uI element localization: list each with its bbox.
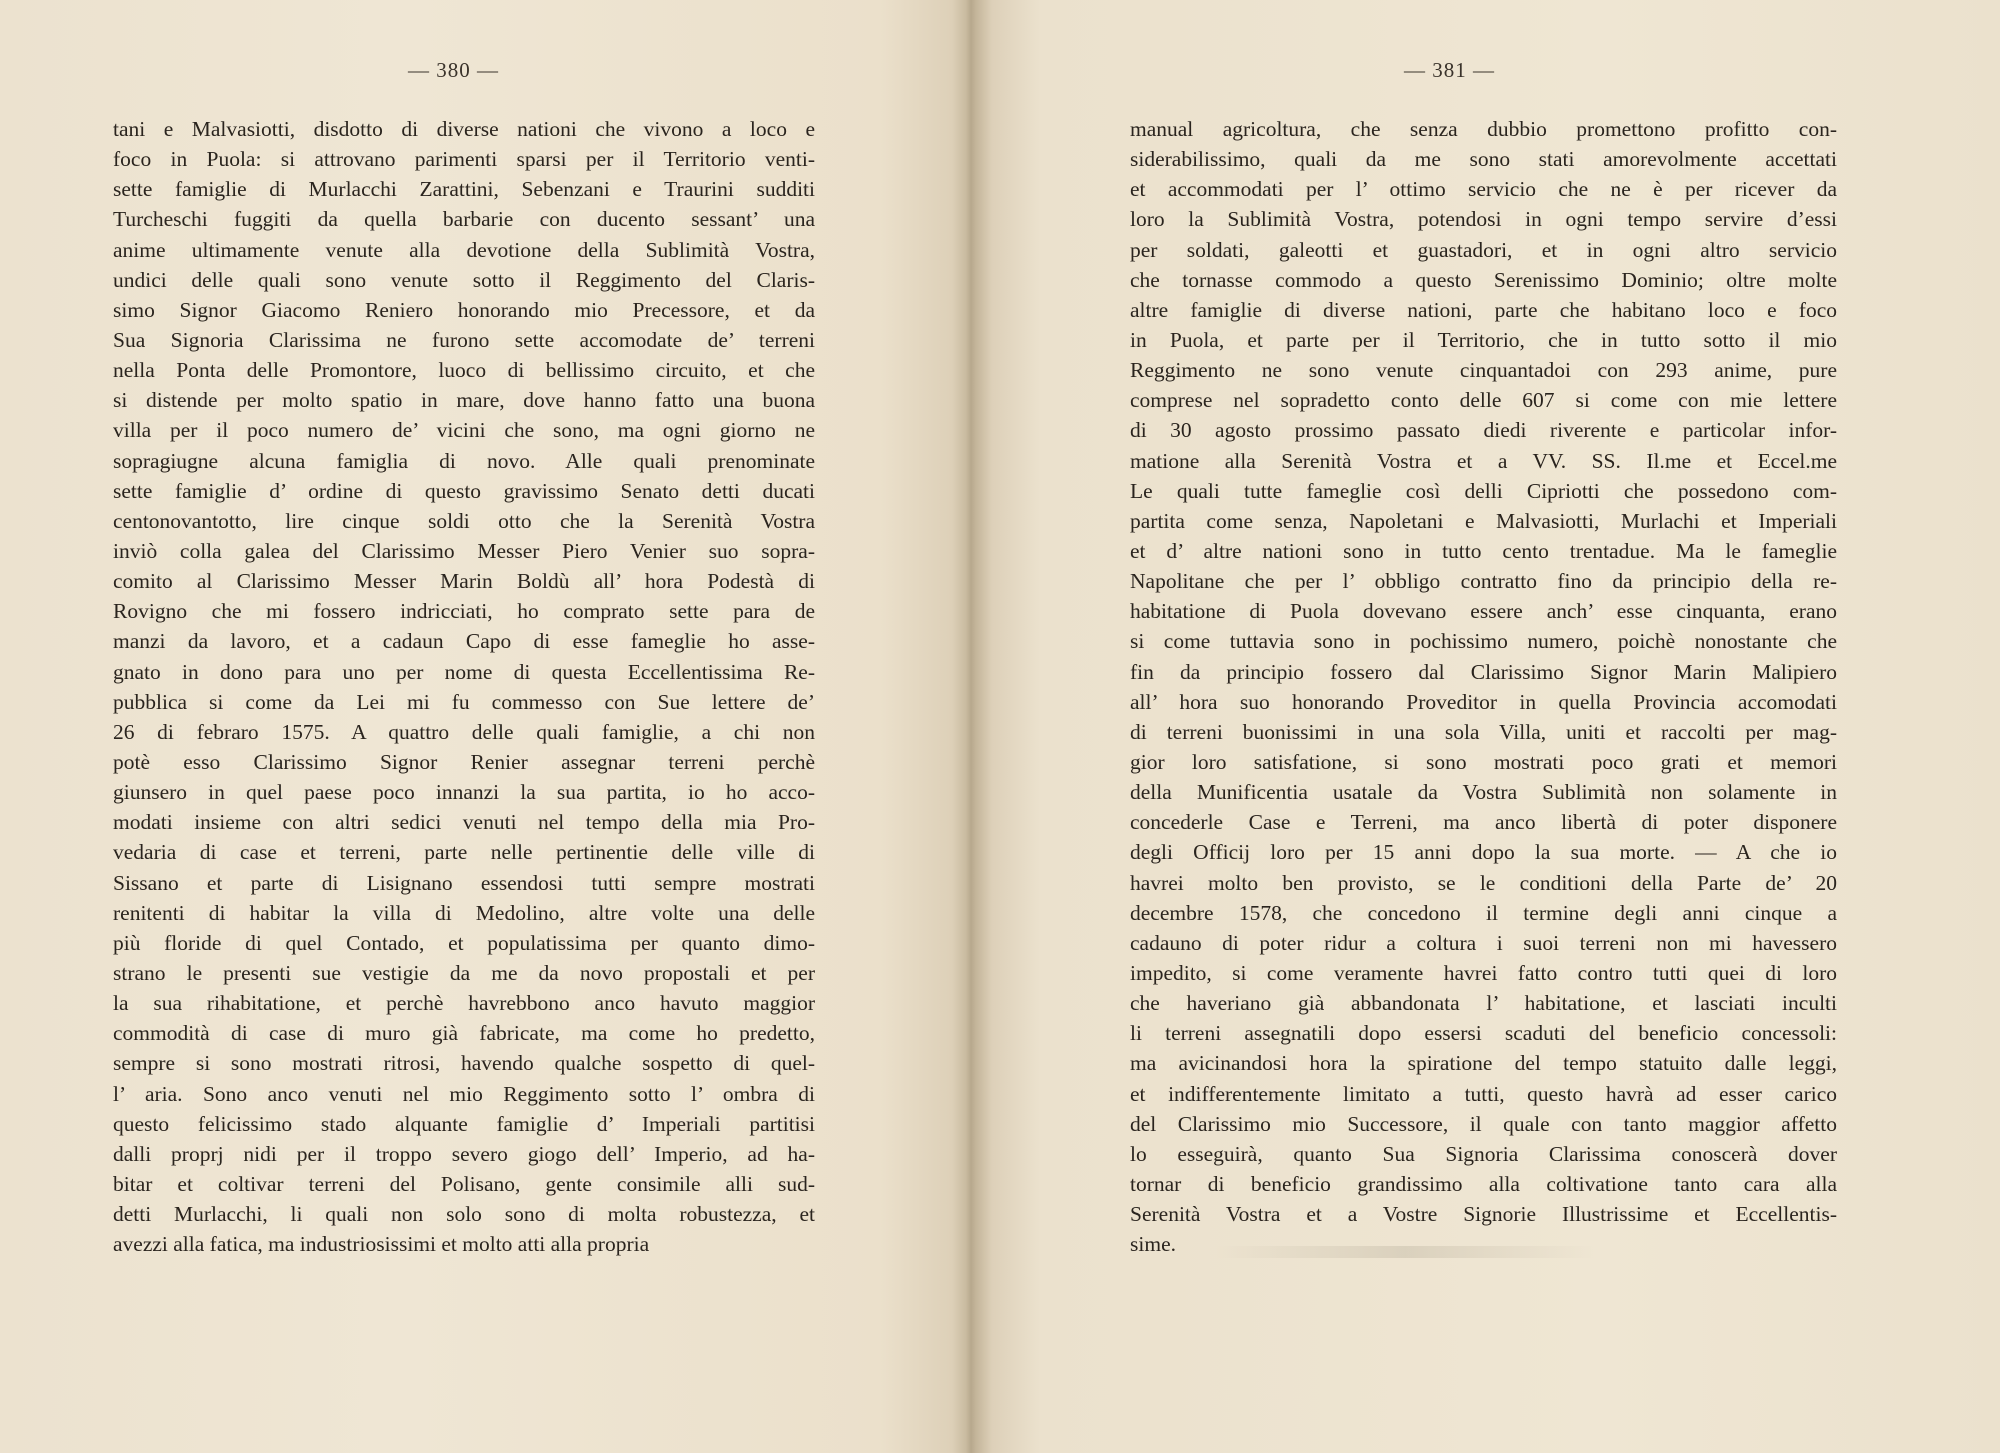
text-line: sime.	[1130, 1232, 1176, 1257]
text-line: Serenità Vostra et a Vostre Signorie Illustrissime et Eccellentis-	[1130, 1202, 1837, 1227]
text-line: sette famiglie d’ ordine di questo gravissimo Senato detti ducati	[113, 478, 815, 503]
text-line: questo felicissimo stado alquante famiglie d’ Imperiali partitisi	[113, 1111, 815, 1136]
text-line: modati insieme con altri sedici venuti nel tempo della mia Pro-	[113, 810, 815, 835]
text-line: all’ hora suo honorando Proveditor in quella Provincia accomodati	[1130, 689, 1837, 714]
text-line: più floride di quel Contado, et populatissima per quanto dimo-	[113, 930, 815, 955]
text-line: sette famiglie di Murlacchi Zarattini, Sebenzani e Traurini sudditi	[113, 177, 815, 202]
text-line: sopragiugne alcuna famiglia di novo. Alle quali prenominate	[113, 448, 815, 473]
text-line: Le quali tutte fameglie così delli Cipriotti che possedono com-	[1130, 478, 1837, 503]
text-line: giunsero in quel paese poco innanzi la sua partita, io ho acco-	[113, 780, 815, 805]
text-line: sempre si sono mostrati ritrosi, havendo qualche sospetto di quel-	[113, 1051, 815, 1076]
text-line: che haveriano già abbandonata l’ habitatione, et lasciati inculti	[1130, 991, 1837, 1016]
text-line: et accommodati per l’ ottimo servicio che ne è per ricever da	[1130, 177, 1837, 202]
text-line: tani e Malvasiotti, disdotto di diverse nationi che vivono a loco e	[113, 117, 815, 141]
text-line: comprese nel sopradetto conto delle 607 si come con mie lettere	[1130, 388, 1837, 413]
page-number-381: — 381 —	[1404, 58, 1495, 82]
text-line: anime ultimamente venute alla devotione della Sublimità Vostra,	[113, 237, 815, 262]
text-line: che tornasse commodo a questo Serenissimo Dominio; oltre molte	[1130, 267, 1837, 292]
text-line: si distende per molto spatio in mare, dove hanno fatto una buona	[113, 388, 815, 413]
text-line: 26 di febraro 1575. A quattro delle quali famiglie, a chi non	[113, 719, 815, 744]
text-line: nella Ponta delle Promontore, luoco di bellissimo circuito, et che	[113, 358, 815, 383]
text-line: bitar et coltivar terreni del Polisano, gente consimile alli sud-	[113, 1171, 815, 1196]
left-page-body	[113, 114, 815, 1259]
text-line: ma avicinandosi hora la spiratione del tempo statuito dalle leggi,	[1130, 1051, 1837, 1076]
text-line: Reggimento ne sono venute cinquantadoi con 293 anime, pure	[1130, 358, 1837, 383]
text-line: decembre 1578, che concedono il termine degli anni cinque a	[1130, 900, 1837, 925]
text-line: vedaria di case et terreni, parte nelle pertinentie delle ville di	[113, 840, 815, 865]
text-line: avezzi alla fatica, ma industriosissimi et molto atti alla propria	[113, 1232, 650, 1257]
text-line: degli Officij loro per 15 anni dopo la sua morte. — A che io	[1130, 840, 1837, 865]
show-through-text	[1215, 1246, 1595, 1258]
text-line: matione alla Serenità Vostra et a VV. SS. Il.me et Eccel.me	[1130, 448, 1837, 473]
text-line: strano le presenti sue vestigie da me da novo propostali et per	[113, 960, 815, 985]
text-line: gior loro satisfatione, si sono mostrati poco grati et memori	[1130, 749, 1837, 774]
text-line: Turcheschi fuggiti da quella barbarie con ducento sessant’ una	[113, 207, 815, 232]
text-line: Rovigno che mi fossero indricciati, ho comprato sette para de	[113, 599, 815, 624]
text-line: dalli proprj nidi per il troppo severo giogo dell’ Imperio, ad ha-	[113, 1141, 815, 1166]
right-page	[970, 0, 2000, 1453]
text-line: habitatione di Puola dovevano essere anch’ esse cinquanta, erano	[1130, 599, 1837, 624]
page-number-380: — 380 —	[408, 58, 499, 82]
text-line: Sissano et parte di Lisignano essendosi tutti sempre mostrati	[113, 870, 815, 895]
text-line: centonovantotto, lire cinque soldi otto che la Serenità Vostra	[113, 508, 815, 533]
text-line: potè esso Clarissimo Signor Renier assegnar terreni perchè	[113, 749, 815, 774]
text-line: si come tuttavia sono in pochissimo numero, poichè nonostante che	[1130, 629, 1837, 654]
text-line: lo esseguirà, quanto Sua Signoria Clarissima conoscerà dover	[1130, 1141, 1837, 1166]
text-line: Napolitane che per l’ obbligo contratto fino da principio della re-	[1130, 569, 1837, 594]
text-line: et indifferentemente limitato a tutti, questo havrà ad esser carico	[1130, 1081, 1837, 1106]
text-line: Sua Signoria Clarissima ne furono sette accomodate de’ terreni	[113, 327, 815, 352]
text-line: in Puola, et parte per il Territorio, che in tutto sotto il mio	[1130, 327, 1837, 352]
text-line: del Clarissimo mio Successore, il quale con tanto maggior affetto	[1130, 1111, 1837, 1136]
text-line: di 30 agosto prossimo passato diedi riverente e particolar infor-	[1130, 418, 1837, 443]
text-line: commodità di case di muro già fabricate, ma come ho predetto,	[113, 1021, 815, 1046]
text-line: siderabilissimo, quali da me sono stati amorevolmente accettati	[1130, 147, 1837, 172]
text-line: partita come senza, Napoletani e Malvasiotti, Murlachi et Imperiali	[1130, 508, 1837, 533]
text-line: pubblica si come da Lei mi fu commesso con Sue lettere de’	[113, 689, 815, 714]
text-line: villa per il poco numero de’ vicini che sono, ma ogni giorno ne	[113, 418, 815, 443]
text-line: concederle Case e Terreni, ma anco libertà di poter disponere	[1130, 810, 1837, 835]
text-line: impedito, si come veramente havrei fatto contro tutti quei di loro	[1130, 960, 1837, 985]
text-line: loro la Sublimità Vostra, potendosi in ogni tempo servire d’essi	[1130, 207, 1837, 232]
text-line: l’ aria. Sono anco venuti nel mio Reggimento sotto l’ ombra di	[113, 1081, 815, 1106]
text-line: manzi da lavoro, et a cadaun Capo di esse fameglie ho asse-	[113, 629, 815, 654]
text-line: et d’ altre nationi sono in tutto cento trentadue. Ma le fameglie	[1130, 538, 1837, 563]
right-page-body	[1130, 114, 1837, 1259]
text-line: tornar di beneficio grandissimo alla coltivatione tanto cara alla	[1130, 1171, 1837, 1196]
text-line: manual agricoltura, che senza dubbio promettono profitto con-	[1130, 117, 1837, 141]
text-line: gnato in dono para uno per nome di questa Eccellentissima Re-	[113, 659, 815, 684]
text-line: cadauno di poter ridur a coltura i suoi terreni non mi havessero	[1130, 930, 1837, 955]
text-line: la sua rihabitatione, et perchè havrebbono anco havuto maggior	[113, 991, 815, 1016]
text-line: comito al Clarissimo Messer Marin Boldù all’ hora Podestà di	[113, 569, 815, 594]
text-line: renitenti di habitar la villa di Medolino, altre volte una delle	[113, 900, 815, 925]
text-line: undici delle quali sono venute sotto il Reggimento del Claris-	[113, 267, 815, 292]
text-line: inviò colla galea del Clarissimo Messer Piero Venier suo sopra-	[113, 538, 815, 563]
text-line: della Munificentia usatale da Vostra Sublimità non solamente in	[1130, 780, 1837, 805]
text-line: detti Murlacchi, li quali non solo sono di molta robustezza, et	[113, 1202, 815, 1227]
text-line: simo Signor Giacomo Reniero honorando mio Precessore, et da	[113, 297, 815, 322]
text-line: havrei molto ben provisto, se le conditioni della Parte de’ 20	[1130, 870, 1837, 895]
left-page	[0, 0, 960, 1453]
text-line: fin da principio fossero dal Clarissimo Signor Marin Malipiero	[1130, 659, 1837, 684]
text-line: per soldati, galeotti et guastadori, et in ogni altro servicio	[1130, 237, 1837, 262]
text-line: altre famiglie di diverse nationi, parte che habitano loco e foco	[1130, 297, 1837, 322]
text-line: di terreni buonissimi in una sola Villa, uniti et raccolti per mag-	[1130, 719, 1837, 744]
text-line: li terreni assegnatili dopo essersi scaduti del beneficio concessoli:	[1130, 1021, 1837, 1046]
text-line: foco in Puola: si attrovano parimenti sparsi per il Territorio venti-	[113, 147, 815, 172]
